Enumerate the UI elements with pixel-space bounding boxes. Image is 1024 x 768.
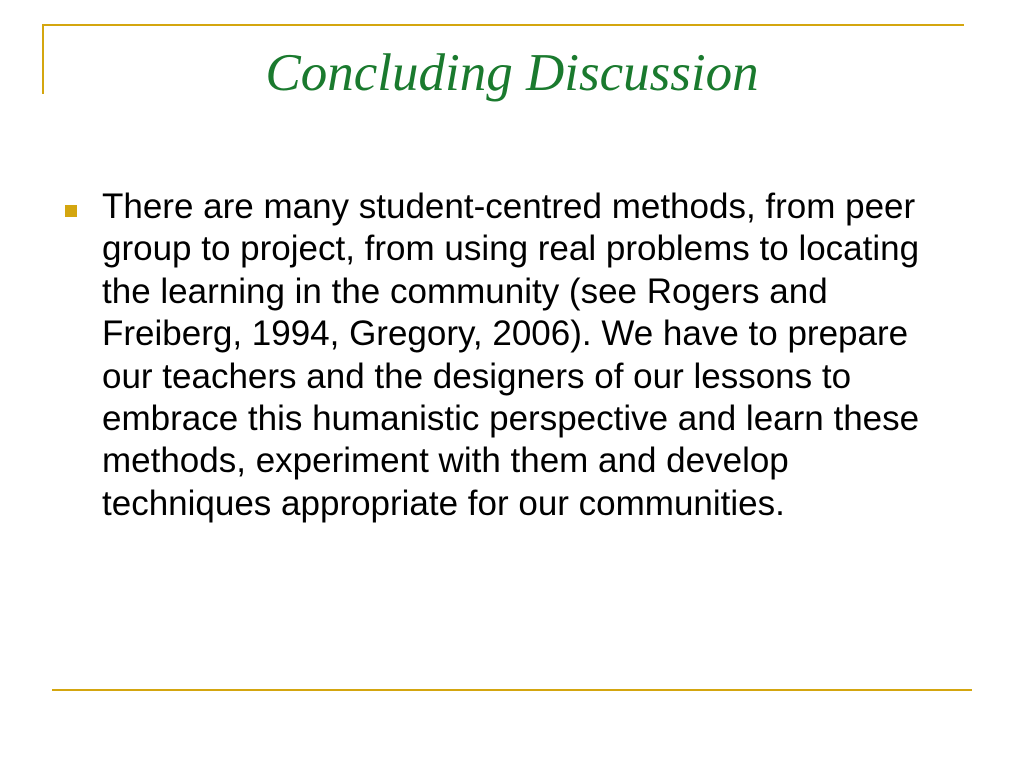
square-bullet-icon	[65, 205, 77, 217]
frame-top-line	[42, 24, 964, 26]
bullet-item	[0, 186, 1024, 525]
bullet-text: There are many student-centred methods, from peer group to project, from using real problems to locating the learning in the community (see Rogers and Freiberg, 1994, Gregory, 2006). We have to prepare our teachers and the designers of our lessons to embrace this humanistic perspective and learn these methods, experiment with them and develop techniques appropriate for our communities.	[102, 187, 920, 523]
slide-title: Concluding Discussion	[265, 44, 759, 102]
bullet-list	[0, 186, 1024, 525]
frame-bottom-line	[52, 689, 972, 691]
